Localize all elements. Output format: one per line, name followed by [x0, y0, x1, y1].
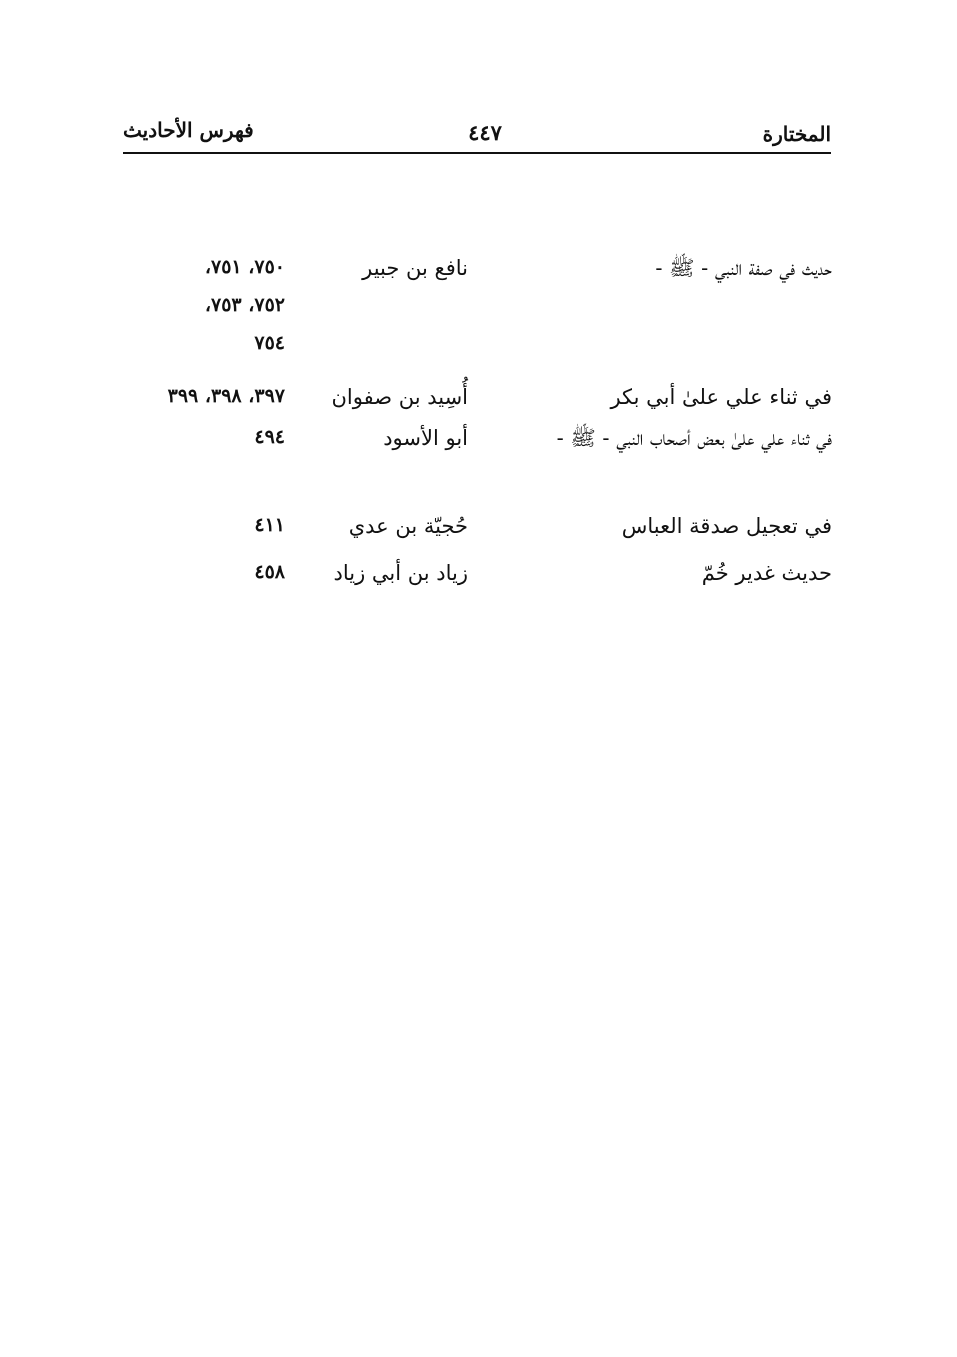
- page-reference-line: ٤٩٤: [254, 426, 285, 448]
- page-references: [100, 553, 285, 591]
- page-reference-line: ٣٩٧، ٣٩٨، ٣٩٩: [167, 385, 285, 407]
- narrator-name: زياد بن أبي زياد: [333, 561, 468, 585]
- page-reference-line: ٤١١: [254, 514, 285, 536]
- hadith-title: في تعجيل صدقة العباس: [621, 514, 832, 538]
- page-reference-line: ٧٥٢، ٧٥٣،: [204, 294, 285, 316]
- narrator-name: أبو الأسود: [383, 426, 468, 450]
- book-title: المختارة: [762, 122, 831, 146]
- page-reference-line: ٧٥٠، ٧٥١،: [204, 256, 285, 278]
- page-reference-line: ٤٥٨: [254, 561, 285, 583]
- hadith-title: في ثناء علي علىٰ أبي بكر: [610, 385, 832, 409]
- page-references: [100, 377, 285, 415]
- narrator-name: أُسِيد بن صفوان: [331, 385, 468, 409]
- narrator-name: نافع بن جبير: [362, 256, 468, 280]
- page-references: [100, 506, 285, 544]
- hadith-title: في ثناء علي علىٰ بعض أصحاب النبي - ﷺ -: [556, 426, 832, 450]
- narrator-name: حُجيّة بن عدي: [348, 514, 468, 538]
- hadith-title: حديث في صفة النبي - ﷺ -: [655, 256, 832, 280]
- section-title: فهرس الأحاديث: [123, 118, 254, 142]
- page-references: [100, 418, 285, 456]
- page-number: ٤٤٧: [468, 120, 502, 145]
- page-references: [100, 248, 285, 362]
- hadith-title: حديث غدير خُمّ: [701, 561, 832, 585]
- page-reference-line: ٧٥٤: [254, 332, 285, 354]
